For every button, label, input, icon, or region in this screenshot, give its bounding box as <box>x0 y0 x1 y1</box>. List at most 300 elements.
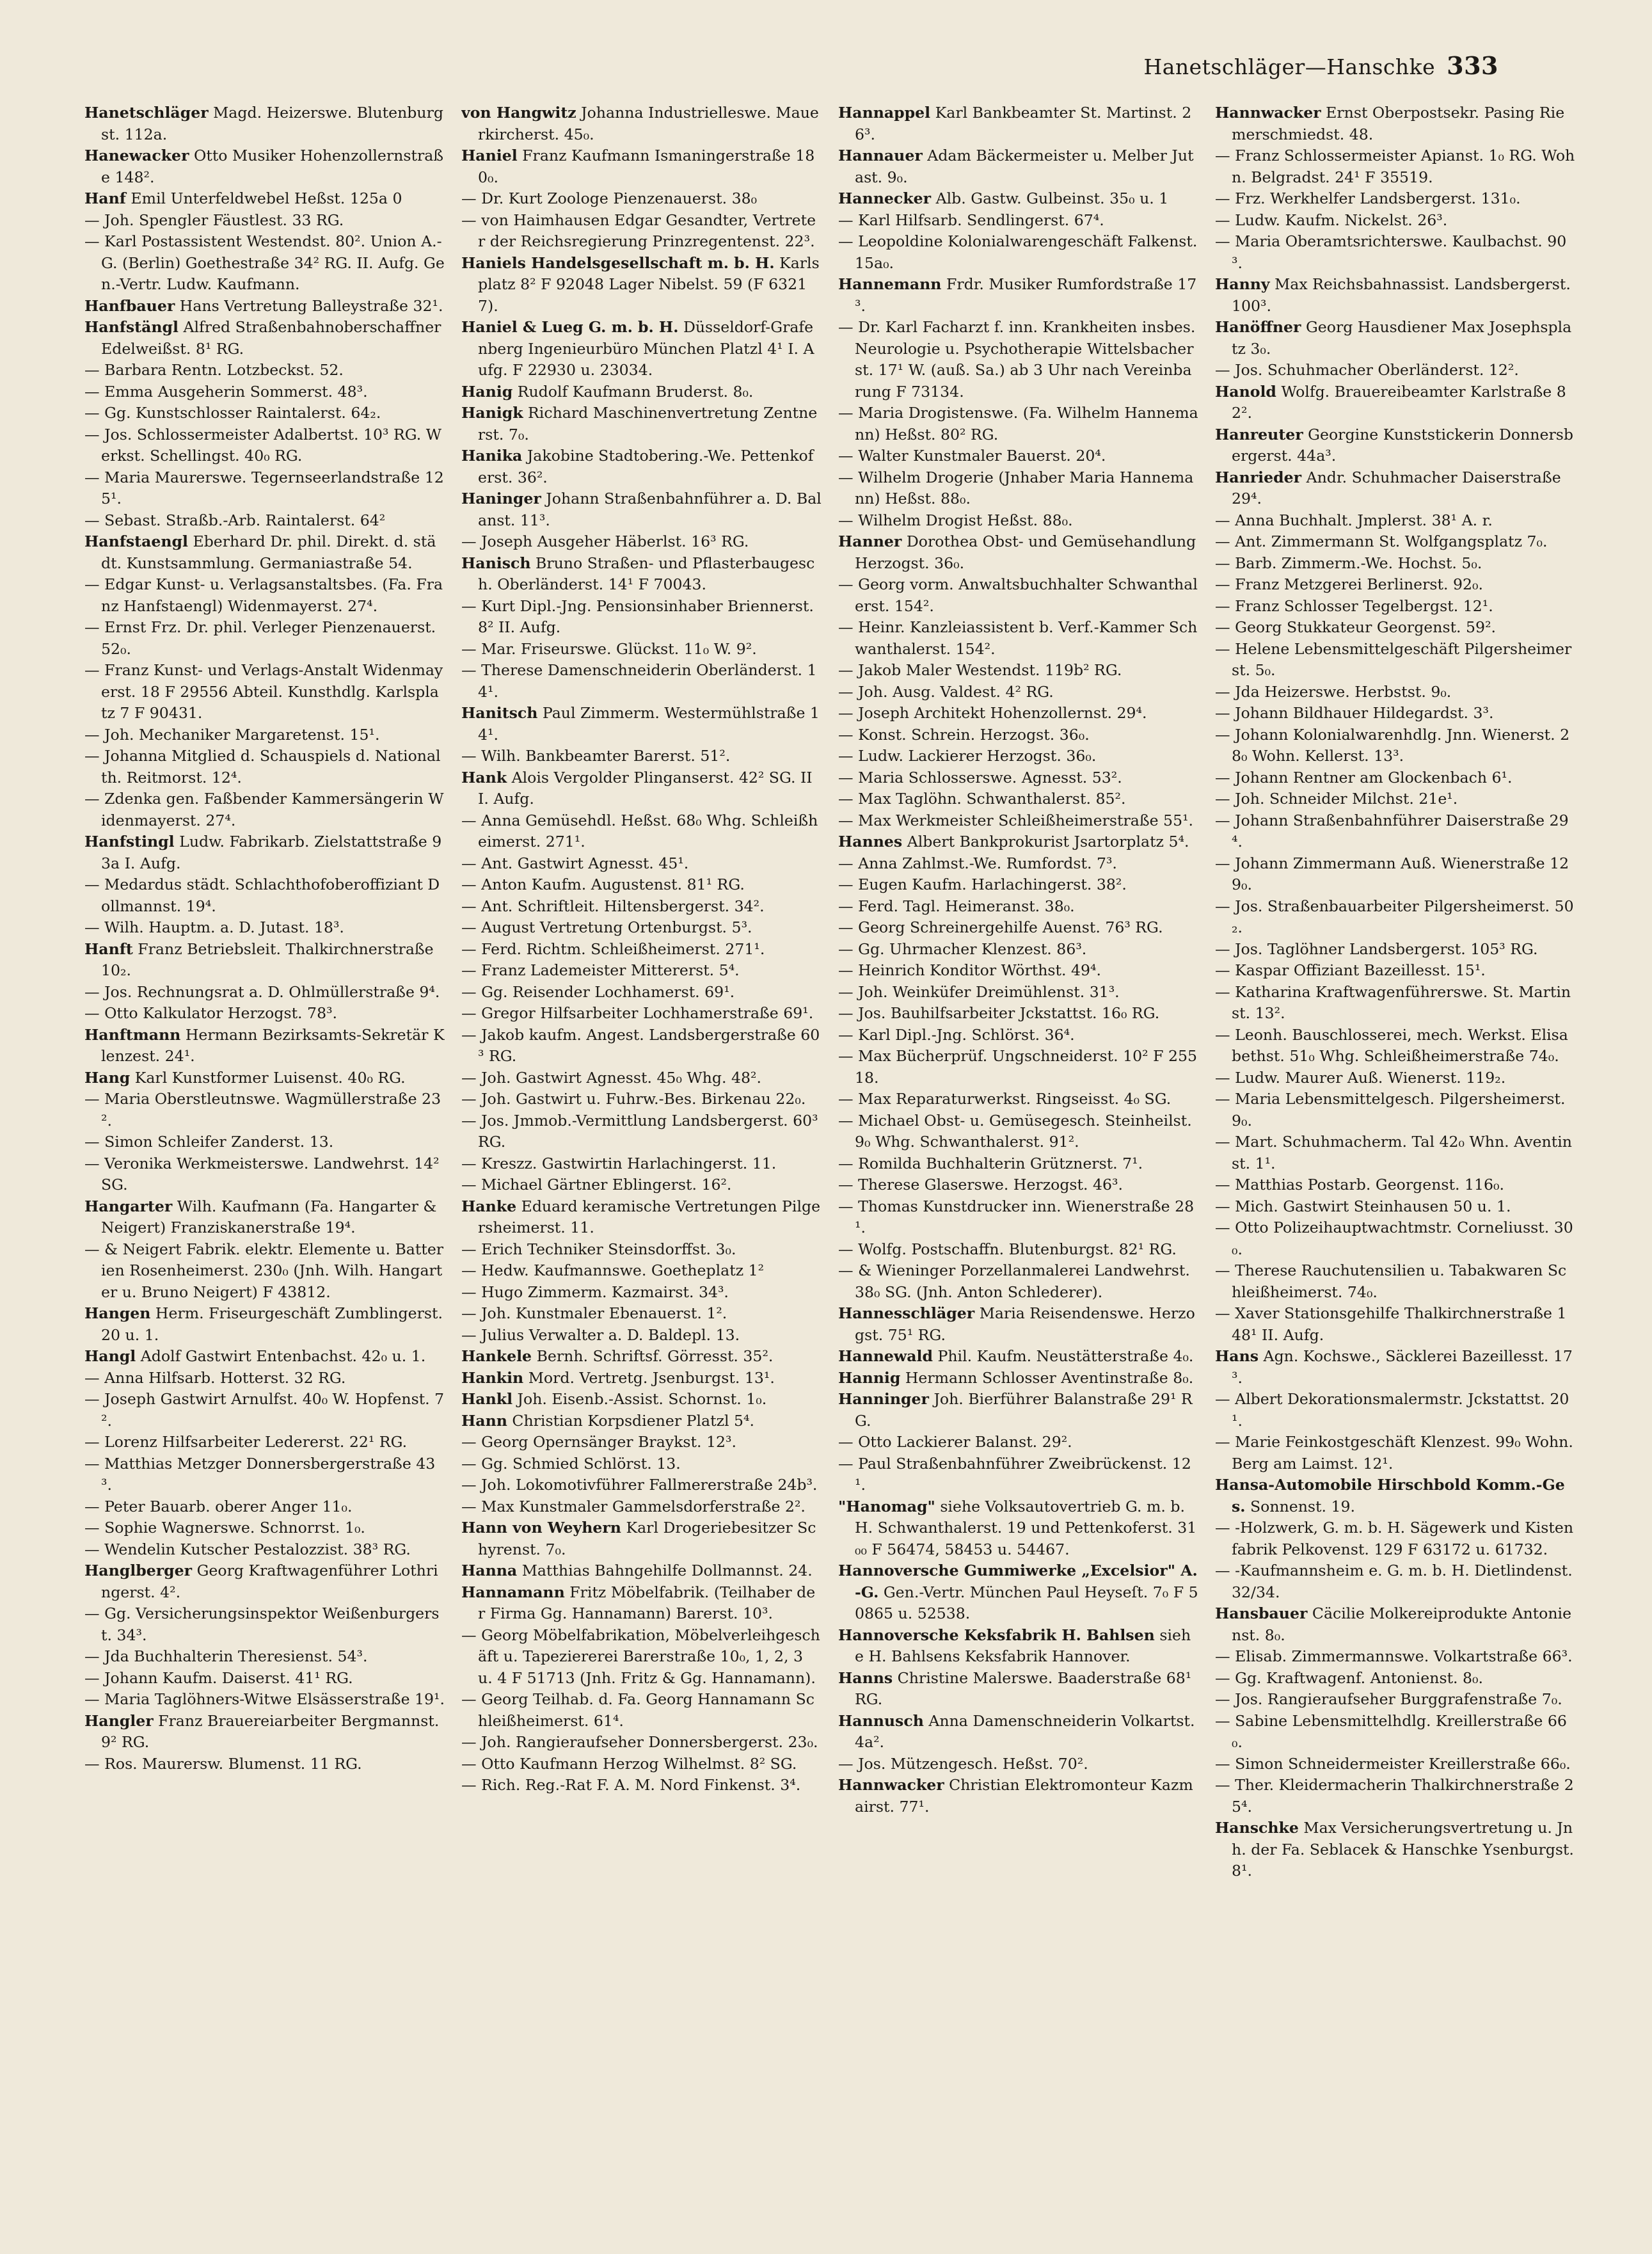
entry-details: — Otto Kalkulator Herzogst. 78³. <box>84 1004 338 1022</box>
directory-entry <box>838 1196 1198 1239</box>
entry-details: — Helene Lebensmittelgeschäft Pilgersheimerst. 5₀. <box>1215 639 1572 679</box>
entry-details: Karl Kunstformer Luisenst. 40₀ RG. <box>134 1068 406 1087</box>
directory-entry <box>838 853 1198 875</box>
entry-details: — Dr. Kurt Zoologe Pienzenauerst. 38₀ <box>461 189 758 207</box>
directory-entry <box>838 274 1198 317</box>
entry-details: — Peter Bauarb. oberer Anger 11₀. <box>84 1497 353 1515</box>
entry-details: — Mart. Schuhmacherm. Tal 42₀ Whn. Aventinst. 1¹. <box>1215 1133 1572 1172</box>
directory-entry <box>1215 1517 1575 1560</box>
directory-entry <box>838 831 1198 853</box>
directory-entry <box>84 1689 445 1711</box>
directory-entry <box>461 1239 822 1261</box>
directory-entry <box>461 1368 822 1389</box>
entry-surname: Hangarter <box>84 1197 173 1215</box>
directory-entry <box>461 102 822 145</box>
entry-details: — Hedw. Kaufmannswe. Goetheplatz 1² <box>461 1261 765 1279</box>
entry-details: — Jos. Mützengesch. Heßst. 70². <box>838 1754 1088 1773</box>
directory-entry <box>838 939 1198 961</box>
directory-entry <box>838 703 1198 724</box>
entry-details: — Max Taglöhn. Schwanthalerst. 85². <box>838 790 1126 808</box>
entry-details: — Joseph Ausgeher Häberlst. 16³ RG. <box>461 532 749 550</box>
entry-details: — Jakob kaufm. Angest. Landsbergerstraße 60³ RG. <box>461 1025 820 1065</box>
directory-entry <box>1215 1775 1575 1818</box>
entry-details: — Hugo Zimmerm. Kazmairst. 34³. <box>461 1283 729 1301</box>
directory-entry <box>1215 1560 1575 1603</box>
directory-entry <box>84 1389 445 1432</box>
directory-entry <box>838 1025 1198 1046</box>
entry-details: — Heinrich Konditor Wörthst. 49⁴. <box>838 961 1101 979</box>
entry-surname: Hann von Weyhern <box>461 1519 621 1537</box>
entry-surname: Hanetschläger <box>84 104 209 122</box>
entry-surname: Hannusch <box>838 1711 924 1730</box>
entry-details: Karlsplatz 8² F 92048 Lager Nibelst. 59 (F 63217). <box>478 253 820 315</box>
entry-details: — Matthias Metzger Donnersbergerstraße 43³. <box>84 1454 436 1494</box>
directory-entry <box>461 531 822 553</box>
entry-details: — Joh. Gastwirt u. Fuhrw.-Bes. Birkenau 22₀. <box>461 1090 806 1108</box>
directory-entry <box>461 1067 822 1089</box>
directory-entry <box>838 1110 1198 1153</box>
directory-entry <box>84 1711 445 1754</box>
directory-entry <box>1215 1668 1575 1690</box>
directory-entry <box>461 1303 822 1325</box>
entry-details: Emil Unterfeldwebel Heßst. 125a 0 <box>131 189 402 207</box>
entry-details: — Xaver Stationsgehilfe Thalkirchnerstraße 148¹ II. Aufg. <box>1215 1304 1567 1344</box>
entry-details: — Sabine Lebensmittelhdlg. Kreillerstraße 66₀. <box>1215 1711 1567 1751</box>
directory-entry <box>838 403 1198 445</box>
directory-entry <box>461 553 822 596</box>
entry-surname: Hanftmann <box>84 1025 181 1044</box>
entry-surname: Hankele <box>461 1347 532 1365</box>
directory-entry <box>84 660 445 724</box>
entry-details: Hermann Bezirksamts-Sekretär Klenzest. 24¹. <box>101 1025 445 1065</box>
directory-entry <box>838 617 1198 660</box>
directory-entry <box>84 360 445 381</box>
entry-details: Eduard keramische Vertretungen Pilgersheimerst. 11. <box>478 1197 821 1236</box>
entry-details: — Johann Kaufm. Daiserst. 41¹ RG. <box>84 1668 353 1687</box>
entry-details: — Joseph Gastwirt Arnulfst. 40₀ W. Hopfenst. 7². <box>84 1390 445 1430</box>
directory-entry <box>84 531 445 574</box>
entry-details: — Julius Verwalter a. D. Baldepl. 13. <box>461 1325 740 1344</box>
directory-entry <box>461 1754 822 1775</box>
directory-entry <box>838 467 1198 510</box>
entry-details: Agn. Kochswe., Säcklerei Bazeillesst. 17³. <box>1232 1347 1573 1387</box>
entry-details: Dorothea Obst- und Gemüsehandlung Herzogst. 36₀. <box>855 532 1196 572</box>
entry-details: Karl Drogeriebesitzer Schyrenst. 7₀. <box>478 1519 816 1558</box>
entry-surname: Hanninger <box>838 1390 929 1408</box>
entry-details: siehe H. Bahlsens Keksfabrik Hannover. <box>855 1626 1191 1665</box>
entry-details: Christian Elektromonteur Kazmairst. 77¹. <box>855 1776 1193 1816</box>
entry-details: Wilh. Kaufmann (Fa. Hangarter & Neigert) Franziskanerstraße 19⁴. <box>101 1197 437 1236</box>
entry-details: — Joh. Rangieraufseher Donnersbergerst. 23₀. <box>461 1733 818 1751</box>
directory-entry <box>838 660 1198 682</box>
entry-details: Adolf Gastwirt Entenbachst. 42₀ u. 1. <box>140 1347 426 1365</box>
entry-surname: Hannamann <box>461 1583 565 1601</box>
entry-details: — & Neigert Fabrik. elektr. Elemente u. Batterien Rosenheimerst. 230₀ (Jnh. Wilh. Hangarter u. Bruno Neigert) F 43812. <box>84 1240 444 1301</box>
entry-details: — Mich. Gastwirt Steinhausen 50 u. 1. <box>1215 1197 1511 1215</box>
directory-entry <box>84 746 445 788</box>
directory-entry <box>461 1282 822 1304</box>
entry-details: Hans Vertretung Balleystraße 32¹. <box>179 296 443 315</box>
entry-details: Albert Bankprokurist Jsartorplatz 5⁴. <box>907 833 1189 851</box>
entry-details: — August Vertretung Ortenburgst. 5³. <box>461 918 752 936</box>
directory-entry <box>461 1517 822 1560</box>
entry-details: Frdr. Musiker Rumfordstraße 17³. <box>855 275 1197 315</box>
entry-details: Georg Kraftwagenführer Lothringerst. 4². <box>101 1562 438 1601</box>
entry-details: — Otto Kaufmann Herzog Wilhelmst. 8² SG. <box>461 1754 797 1773</box>
directory-entry <box>84 574 445 617</box>
entry-surname: Hanewacker <box>84 147 189 164</box>
entry-details: — Simon Schleifer Zanderst. 13. <box>84 1133 334 1151</box>
directory-entry <box>461 188 822 210</box>
directory-entry <box>461 210 822 253</box>
entry-surname: Hann <box>461 1411 507 1430</box>
directory-entry <box>838 210 1198 232</box>
entry-details: Ernst Oberpostsekr. Pasing Riemerschmiedst. 48. <box>1232 104 1565 143</box>
directory-entry <box>461 1411 822 1432</box>
entry-details: — Barb. Zimmerm.-We. Hochst. 5₀. <box>1215 554 1482 572</box>
directory-entry <box>461 1775 822 1796</box>
entry-surname: Hannappel <box>838 104 931 122</box>
entry-details: — Wilh. Hauptm. a. D. Jutast. 18³. <box>84 918 344 936</box>
directory-entry <box>838 1153 1198 1175</box>
entry-surname: Hannecker <box>838 189 932 207</box>
entry-details: — Ludw. Maurer Auß. Wienerst. 119₂. <box>1215 1068 1506 1087</box>
directory-entry <box>838 1368 1198 1389</box>
directory-entry <box>461 660 822 703</box>
directory-entry <box>1215 510 1575 532</box>
directory-entry <box>461 960 822 982</box>
directory-entry <box>84 424 445 467</box>
entry-details: — Ludw. Lackierer Herzogst. 36₀. <box>838 747 1097 765</box>
entry-details: Jakobine Stadtobering.-We. Pettenkoferst. 36². <box>478 447 814 486</box>
entry-details: Franz Kaufmann Ismaningerstraße 180₀. <box>478 147 815 186</box>
entry-details: — Thomas Kunstdrucker inn. Wienerstraße 28¹. <box>838 1197 1195 1236</box>
directory-entry <box>84 231 445 296</box>
directory-entry <box>838 1711 1198 1754</box>
directory-entry <box>461 317 822 381</box>
entry-details: — Georg Stukkateur Georgenst. 59². <box>1215 618 1497 636</box>
entry-surname: Hang <box>84 1068 131 1087</box>
entry-details: — Franz Schlosser Tegelbergst. 12¹. <box>1215 596 1493 615</box>
directory-entry <box>1215 960 1575 982</box>
directory-entry <box>461 639 822 660</box>
entry-details: — Joh. Weinküfer Dreimühlenst. 31³. <box>838 982 1120 1001</box>
directory-entry <box>1215 1303 1575 1346</box>
entry-details: — Max Werkmeister Schleißheimerstraße 55¹. <box>838 811 1194 829</box>
directory-entry <box>838 724 1198 746</box>
entry-details: Alfred Straßenbahnoberschaffner Edelweißst. 8¹ RG. <box>101 318 441 358</box>
directory-entry <box>461 982 822 1003</box>
entry-details: — Georg vorm. Anwaltsbuchhalter Schwanthalerst. 154². <box>838 575 1198 615</box>
entry-details: — Barbara Rentn. Lotzbeckst. 52. <box>84 361 344 379</box>
entry-details: — Jos. Bauhilfsarbeiter Jckstattst. 16₀ RG. <box>838 1004 1160 1022</box>
entry-details: — Joh. Lokomotivführer Fallmererstraße 24b³. <box>461 1476 818 1494</box>
directory-entry <box>838 1496 1198 1561</box>
entry-details: — Walter Kunstmaler Bauerst. 20⁴. <box>838 447 1106 465</box>
directory-entry <box>838 1046 1198 1089</box>
directory-entry <box>461 810 822 853</box>
entry-surname: Haniels Handelsgesellschaft m. b. H. <box>461 253 775 272</box>
entry-details: Johann Straßenbahnführer a. D. Balanst. 11³. <box>478 490 822 529</box>
directory-entry <box>84 1303 445 1346</box>
entry-details: — Joh. Mechaniker Margaretenst. 15¹. <box>84 725 380 744</box>
entry-details: Christine Malerswe. Baaderstraße 68¹ RG. <box>855 1668 1192 1708</box>
entry-details: — Gg. Kraftwagenf. Antonienst. 8₀. <box>1215 1668 1484 1687</box>
directory-entry <box>1215 1475 1575 1517</box>
entry-surname: Hanika <box>461 447 523 465</box>
entry-details: — Wendelin Kutscher Pestalozzist. 38³ RG. <box>84 1540 411 1558</box>
directory-entry <box>461 874 822 896</box>
directory-entry <box>461 1003 822 1025</box>
entry-details: — & Wieninger Porzellanmalerei Landwehrst. 38₀ SG. (Jnh. Anton Schlederer). <box>838 1261 1190 1301</box>
directory-entry <box>1215 1131 1575 1174</box>
column-2 <box>461 102 822 2209</box>
directory-entry <box>838 1260 1198 1303</box>
directory-entry <box>838 1625 1198 1668</box>
entry-surname: Hangen <box>84 1304 151 1322</box>
entry-details: Matthias Bahngehilfe Dollmannst. 24. <box>521 1562 813 1579</box>
entry-details: — Max Bücherprüf. Ungschneiderst. 10² F 25518. <box>838 1047 1197 1087</box>
entry-details: — Jos. Taglöhner Landsbergerst. 105³ RG. <box>1215 939 1538 958</box>
directory-entry <box>838 188 1198 210</box>
entry-details: — Franz Kunst- und Verlags-Anstalt Widenmayerst. 18 F 29556 Abteil. Kunsthdlg. Karlsplatz 7 F 90431. <box>84 661 443 722</box>
entry-details: Franz Betriebsleit. Thalkirchnerstraße 10₂. <box>101 939 434 979</box>
directory-entry <box>838 1560 1198 1625</box>
entry-details: — Ant. Gastwirt Agnesst. 45¹. <box>461 854 689 872</box>
entry-details: — Therese Rauchutensilien u. Tabakwaren Schleißheimerst. 74₀. <box>1215 1261 1567 1301</box>
directory-entry <box>838 1174 1198 1196</box>
directory-entry <box>1215 274 1575 317</box>
entry-details: — Joh. Gastwirt Agnesst. 45₀ Whg. 48². <box>461 1068 761 1087</box>
directory-entry <box>84 1646 445 1668</box>
entry-surname: Hannes <box>838 833 903 851</box>
directory-entry <box>838 102 1198 145</box>
directory-entry <box>1215 1067 1575 1089</box>
directory-entry <box>1215 639 1575 682</box>
entry-details: — Johann Straßenbahnführer Daiserstraße 29⁴. <box>1215 811 1569 851</box>
entry-surname: Hanreuter <box>1215 425 1303 444</box>
entry-details: — Paul Straßenbahnführer Zweibrückenst. 12¹. <box>838 1454 1191 1494</box>
directory-entry <box>461 1732 822 1754</box>
entry-details: Düsseldorf-Grafenberg Ingenieurbüro München Platzl 4¹ I. Aufg. F 22930 u. 23034. <box>478 318 814 379</box>
directory-entry <box>1215 1025 1575 1067</box>
directory-entry <box>838 874 1198 896</box>
entry-surname: Hanglberger <box>84 1562 193 1579</box>
directory-entry <box>84 210 445 232</box>
directory-entry <box>1215 1818 1575 1882</box>
entry-details: — Anna Hilfsarb. Hotterst. 32 RG. <box>84 1368 346 1387</box>
entry-details: — Romilda Buchhalterin Grütznerst. 7¹. <box>838 1154 1143 1172</box>
entry-details: — Jda Heizerswe. Herbstst. 9₀. <box>1215 682 1452 701</box>
entry-details: — Gg. Schmied Schlörst. 13. <box>461 1454 681 1473</box>
entry-details: — Johann Kolonialwarenhdlg. Jnn. Wienerst. 28₀ Wohn. Kellerst. 13³. <box>1215 725 1570 765</box>
entry-details: Hermann Schlosser Aventinstraße 8₀. <box>905 1368 1194 1387</box>
directory-entry <box>461 1196 822 1239</box>
directory-entry <box>84 831 445 874</box>
directory-entry <box>84 1539 445 1561</box>
entry-details: — Otto Lackierer Balanst. 29². <box>838 1433 1072 1451</box>
entry-details: — Maria Taglöhners-Witwe Elsässerstraße 19¹. <box>84 1690 445 1708</box>
directory-entry <box>838 1432 1198 1453</box>
directory-entry <box>1215 810 1575 853</box>
directory-entry <box>838 574 1198 617</box>
directory-entry <box>1215 102 1575 145</box>
page-header <box>102 49 1575 81</box>
entry-details: — Maria Lebensmittelgesch. Pilgersheimerst. 9₀. <box>1215 1090 1566 1130</box>
directory-entry <box>838 145 1198 188</box>
entry-details: — Anna Zahlmst.-We. Rumfordst. 7³. <box>838 854 1117 872</box>
entry-surname: Hansbauer <box>1215 1604 1308 1622</box>
directory-entry <box>84 1346 445 1368</box>
directory-entry <box>1215 210 1575 232</box>
directory-entry <box>84 1131 445 1153</box>
entry-details: Mord. Vertretg. Jsenburgst. 13¹. <box>528 1368 775 1387</box>
column-1 <box>84 102 445 2209</box>
entry-details: — Max Kunstmaler Gammelsdorferstraße 2². <box>461 1497 806 1515</box>
entry-details: Magd. Heizerswe. Blutenburgst. 112a. <box>101 104 443 143</box>
entry-details: Andr. Schuhmacher Daiserstraße 29⁴. <box>1232 468 1561 508</box>
entry-details: — Leonh. Bauschlosserei, mech. Werkst. Elisabethst. 51₀ Whg. Schleißheimerstraße 74₀. <box>1215 1025 1568 1065</box>
running-head-title: Hanetschläger—Hanschke <box>1143 54 1436 79</box>
entry-details: Franz Brauereiarbeiter Bergmannst. 9² RG. <box>101 1711 440 1751</box>
directory-entry <box>461 403 822 445</box>
directory-entry <box>838 1239 1198 1261</box>
entry-details: Paul Zimmerm. Westermühlstraße 14¹. <box>478 704 820 744</box>
directory-entry <box>84 296 445 317</box>
entry-surname: Hannauer <box>838 147 923 164</box>
entry-details: — Anna Gemüsehdl. Heßst. 68₀ Whg. Schleißheimerst. 271¹. <box>461 811 818 851</box>
entry-details: — Joh. Spengler Fäustlest. 33 RG. <box>84 211 344 229</box>
entry-surname: Hank <box>461 768 507 787</box>
directory-entry <box>1215 1603 1575 1646</box>
directory-entry <box>1215 788 1575 810</box>
entry-details: — Joseph Architekt Hohenzollernst. 29⁴. <box>838 704 1147 722</box>
directory-entry <box>84 1560 445 1603</box>
entry-details: — Joh. Schneider Milchst. 21e¹. <box>1215 790 1458 808</box>
directory-entry <box>1215 1174 1575 1196</box>
entry-details: Alois Vergolder Plinganserst. 42² SG. III. Aufg. <box>478 768 813 808</box>
directory-entry <box>838 746 1198 767</box>
entry-surname: Hannewald <box>838 1347 933 1365</box>
directory-entry <box>461 917 822 939</box>
entry-details: — Veronika Werkmeisterswe. Landwehrst. 14² SG. <box>84 1154 440 1194</box>
entry-details: — Jakob Maler Westendst. 119b² RG. <box>838 661 1122 679</box>
entry-details: — Joh. Kunstmaler Ebenauerst. 1². <box>461 1304 727 1322</box>
entry-details: — -Holzwerk, G. m. b. H. Sägewerk und Kistenfabrik Pelkovenst. 129 F 63172 u. 61732. <box>1215 1519 1574 1558</box>
entry-surname: Hannesschläger <box>838 1304 975 1322</box>
entry-surname: Hanfstängl <box>84 318 179 336</box>
directory-entry <box>1215 767 1575 789</box>
directory-entry <box>1215 531 1575 553</box>
directory-entry <box>461 253 822 317</box>
entry-surname: Hangl <box>84 1347 136 1365</box>
directory-entry <box>84 874 445 917</box>
directory-entry <box>461 445 822 488</box>
entry-surname: Hanig <box>461 382 513 401</box>
entry-details: siehe Volksautovertrieb G. m. b. H. Schwanthalerst. 19 und Pettenkoferst. 31₀₀ F 56474, 58453 u. 54467. <box>855 1497 1197 1558</box>
entry-details: — Jos. Rangieraufseher Burggrafenstraße 7₀. <box>1215 1690 1562 1708</box>
entry-details: — Heinr. Kanzleiassistent b. Verf.-Kammer Schwanthalerst. 154². <box>838 618 1198 658</box>
directory-entry <box>461 145 822 188</box>
entry-details: — Lorenz Hilfsarbeiter Ledererst. 22¹ RG. <box>84 1433 408 1451</box>
entry-details: — Dr. Karl Facharzt f. inn. Krankheiten insbes. Neurologie u. Psychotherapie Wittelsbacherst. 17¹ W. (auß. Sa.) ab 3 Uhr nach Vereinbarung F 73134. <box>838 318 1196 401</box>
directory-entry <box>84 145 445 188</box>
directory-entry <box>461 1560 822 1582</box>
entry-details: Wolfg. Brauereibeamter Karlstraße 82². <box>1232 382 1566 422</box>
entry-details: Joh. Eisenb.-Assist. Schornst. 1₀. <box>517 1390 767 1408</box>
entry-details: Ludw. Fabrikarb. Zielstattstraße 93a I. Aufg. <box>101 833 442 872</box>
directory-entry <box>84 1453 445 1496</box>
entry-details: — Georg Opernsänger Braykst. 12³. <box>461 1433 736 1451</box>
entry-details: — Sophie Wagnerswe. Schnorrst. 1₀. <box>84 1519 365 1537</box>
directory-entry <box>1215 724 1575 767</box>
entry-details: — Wolfg. Postschaffn. Blutenburgst. 82¹ RG. <box>838 1240 1177 1258</box>
directory-entry <box>1215 231 1575 274</box>
directory-entry <box>461 1689 822 1732</box>
entry-details: — Katharina Kraftwagenführerswe. St. Martinst. 13². <box>1215 982 1571 1022</box>
directory-entry <box>1215 1260 1575 1303</box>
directory-entry <box>838 510 1198 532</box>
entry-details: — Eugen Kaufm. Harlachingerst. 38². <box>838 875 1127 893</box>
entry-surname: Hanns <box>838 1668 893 1687</box>
entry-details: — Jos. Schlossermeister Adalbertst. 10³ RG. Werkst. Schellingst. 40₀ RG. <box>84 425 442 465</box>
directory-entry <box>461 1260 822 1282</box>
directory-entry <box>461 1089 822 1110</box>
directory-entry <box>84 188 445 210</box>
entry-details: — Zdenka gen. Faßbender Kammersängerin Widenmayerst. 27⁴. <box>84 790 444 829</box>
entry-details: Johanna Industrielleswe. Mauerkircherst. 45₀. <box>478 104 819 143</box>
entry-details: — Maria Oberstleutnswe. Wagmüllerstraße 23². <box>84 1090 441 1130</box>
directory-entry <box>1215 360 1575 381</box>
entry-details: — Kreszz. Gastwirtin Harlachingerst. 11. <box>461 1154 777 1172</box>
entry-details: — Otto Polizeihauptwachtmstr. Corneliusst. 30₀. <box>1215 1219 1573 1258</box>
directory-entry <box>461 939 822 961</box>
entry-details: — Karl Postassistent Westendst. 80². Union A.-G. (Berlin) Goethestraße 34² RG. II. Aufg. Gen.-Vertr. Ludw. Kaufmann. <box>84 232 445 293</box>
directory-entry <box>1215 1346 1575 1389</box>
directory-entry <box>1215 424 1575 467</box>
directory-entry <box>838 896 1198 918</box>
directory-entry <box>838 982 1198 1003</box>
directory-entry <box>84 1432 445 1453</box>
directory-entry <box>84 982 445 1003</box>
entry-details: — Michael Obst- u. Gemüsegesch. Steinheilst. 9₀ Whg. Schwanthalerst. 91². <box>838 1111 1192 1151</box>
entry-surname: Hanny <box>1215 275 1270 293</box>
directory-entry <box>461 1110 822 1153</box>
directory-entry <box>84 1668 445 1690</box>
entry-details: — Rich. Reg.-Rat F. A. M. Nord Finkenst. 3⁴. <box>461 1776 801 1794</box>
directory-entry <box>84 102 445 145</box>
directory-entry <box>838 531 1198 574</box>
entry-details: Fritz Möbelfabrik. (Teilhaber der Firma Gg. Hannamann) Barerst. 10³. <box>478 1583 816 1622</box>
directory-entry <box>1215 467 1575 510</box>
entry-details: — Simon Schneidermeister Kreillerstraße 66₀. <box>1215 1754 1571 1773</box>
directory-entry <box>1215 1389 1575 1432</box>
directory-entry <box>84 1496 445 1518</box>
entry-details: — Anton Kaufm. Augustenst. 81¹ RG. <box>461 875 745 893</box>
directory-entry <box>838 810 1198 832</box>
directory-entry <box>1215 188 1575 210</box>
directory-entry <box>84 1003 445 1025</box>
directory-entry <box>84 788 445 831</box>
entry-details: — Albert Dekorationsmalermstr. Jckstattst. 20¹. <box>1215 1390 1569 1430</box>
entry-surname: von Hangwitz <box>461 104 576 122</box>
directory-entry <box>84 1025 445 1067</box>
column-3 <box>838 102 1198 2209</box>
entry-details: Cäcilie Molkereiprodukte Antonienst. 8₀. <box>1232 1604 1572 1644</box>
directory-entry <box>838 960 1198 982</box>
entry-surname: Hanner <box>838 532 902 550</box>
entry-details: — Maria Maurerswe. Tegernseerlandstraße 125¹. <box>84 468 444 508</box>
